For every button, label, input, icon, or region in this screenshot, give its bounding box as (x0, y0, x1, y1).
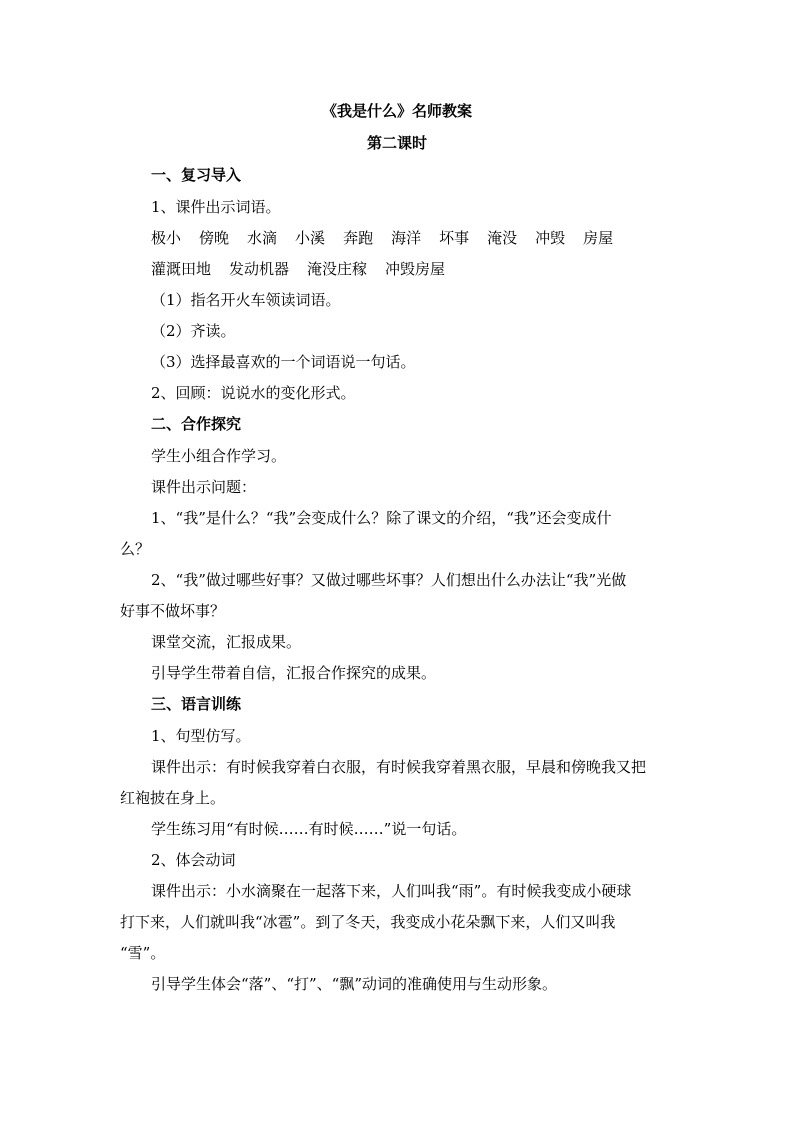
section-heading-cooperation: 二、合作探究 (151, 415, 242, 433)
document-title: 《我是什么》名师教案 (321, 102, 472, 120)
word: 灌溉田地 (151, 260, 212, 278)
word: 淹没庄稼 (307, 260, 368, 278)
language-p4: 引导学生体会“落”、“打”、“飘”动词的准确使用与生动形象。 (151, 975, 558, 993)
word: 小溪 (295, 229, 326, 247)
language-p3-line-3: “雪”。 (120, 944, 166, 962)
question-2-line-1: 2、“我”做过哪些好事？又做过哪些坏事？人们想出什么办法让“我”光做 (151, 571, 627, 589)
language-item-1: 1、句型仿写。 (151, 727, 251, 745)
review-sub-2: （2）齐读。 (151, 322, 236, 340)
word: 海洋 (391, 229, 422, 247)
cooperation-p2: 课件出示问题： (151, 478, 257, 496)
word: 冲毁 (535, 229, 566, 247)
word: 房屋 (583, 229, 614, 247)
cooperation-p3: 课堂交流，汇报成果。 (151, 633, 302, 651)
document-subtitle: 第二课时 (366, 134, 427, 152)
review-sub-3: （3）选择最喜欢的一个词语说一句话。 (151, 353, 416, 371)
word: 发动机器 (229, 260, 290, 278)
cooperation-p4: 引导学生带着自信，汇报合作探究的成果。 (151, 664, 437, 682)
word: 傍晚 (199, 229, 230, 247)
word: 水滴 (247, 229, 278, 247)
language-p1-line-1: 课件出示：有时候我穿着白衣服，有时候我穿着黑衣服，早晨和傍晚我又把 (151, 758, 647, 776)
word-list-row-2 (151, 259, 445, 279)
word: 奔跑 (343, 229, 374, 247)
question-1-line-1: 1、“我”是什么？“我”会变成什么？除了课文的介绍，“我”还会变成什 (151, 509, 612, 527)
question-1-line-2: 么？ (120, 540, 151, 558)
question-2-line-2: 好事不做坏事？ (120, 602, 226, 620)
review-sub-1: （1）指名开火车领读词语。 (151, 291, 341, 309)
review-item-1: 1、课件出示词语。 (151, 198, 281, 216)
language-p2: 学生练习用“有时候……有时候……”说一句话。 (151, 820, 467, 838)
review-item-2: 2、回顾：说说水的变化形式。 (151, 384, 356, 402)
language-p1-line-2: 红袍披在身上。 (120, 789, 226, 807)
section-heading-language: 三、语言训练 (151, 695, 242, 713)
word: 冲毁房屋 (385, 260, 446, 278)
cooperation-p1: 学生小组合作学习。 (151, 447, 287, 465)
language-item-2: 2、体会动词 (151, 851, 236, 869)
word-list-row-1 (151, 228, 613, 248)
word: 淹没 (487, 229, 518, 247)
section-heading-review: 一、复习导入 (151, 166, 242, 184)
word: 极小 (151, 229, 182, 247)
word: 坏事 (439, 229, 470, 247)
language-p3-line-2: 打下来，人们就叫我“冰雹”。到了冬天，我变成小花朵飘下来，人们又叫我 (120, 913, 616, 931)
language-p3-line-1: 课件出示：小水滴聚在一起落下来，人们叫我“雨”。有时候我变成小硬球 (151, 882, 632, 900)
